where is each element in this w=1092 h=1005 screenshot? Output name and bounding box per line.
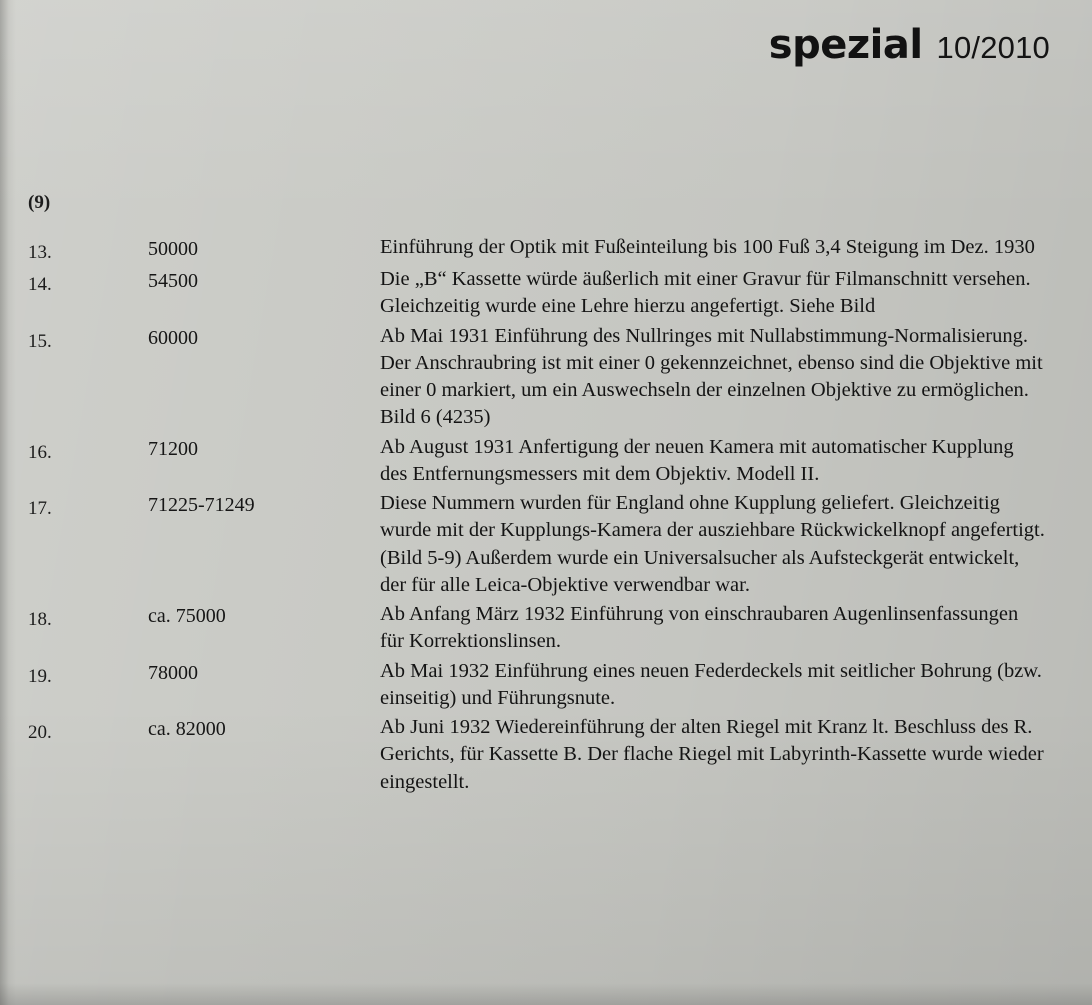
table-row (28, 266, 1060, 321)
row-description: Ab Anfang März 1932 Einführung von einschraubaren Augenlinsenfassungen für Korrektionslinsen. (380, 603, 1019, 653)
row-index: 16. (28, 441, 52, 463)
row-serial-number: 54500 (148, 270, 198, 292)
row-description: Diese Nummern wurden für England ohne Kupplung geliefert. Gleichzeitig wurde mit der Kupplungs-Kamera der ausziehbare Rückwickelknopf angefertigt. (Bild 5-9) Außerdem wurde ein Universalsucher als Aufsteckgerät entwickelt, der für alle Leica-Objektive verwendbar war. (380, 492, 1045, 596)
row-index: 13. (28, 242, 52, 263)
page-left-shadow (0, 0, 16, 1005)
table-row (28, 323, 1060, 432)
row-serial-number: ca. 75000 (148, 605, 226, 627)
row-index: 20. (28, 722, 52, 743)
row-index: 14. (28, 274, 52, 295)
row-description: Ab Juni 1932 Wiedereinführung der alten Riegel mit Kranz lt. Beschluss des R. Gerichts, für Kassette B. Der flache Riegel mit Labyrinth-Kassette wurde wieder eingestellt. (380, 716, 1044, 793)
issue-number: 10/2010 (936, 30, 1050, 65)
page-header (769, 22, 1050, 68)
row-serial-number: 50000 (148, 238, 198, 260)
row-description: Ab Mai 1932 Einführung eines neuen Federdeckels mit seitlicher Bohrung (bzw. einseitig) und Führungsnute. (380, 659, 1042, 709)
row-serial-number: 78000 (148, 661, 198, 684)
row-serial-number: 60000 (148, 326, 198, 349)
row-index: 15. (28, 330, 52, 352)
page-bottom-shadow (0, 983, 1092, 1005)
table-row (28, 234, 1060, 264)
row-serial-number: 71225-71249 (148, 494, 255, 516)
magazine-title: spezial (768, 22, 923, 68)
page-number-marker: (9) (28, 192, 51, 213)
table-row (28, 434, 1060, 489)
row-description: Einführung der Optik mit Fußeinteilung bis 100 Fuß 3,4 Steigung im Dez. 1930 (380, 236, 1035, 258)
row-index: 18. (28, 609, 52, 630)
row-description: Die „B“ Kassette würde äußerlich mit einer Gravur für Filmanschnitt versehen. Gleichzeitig wurde eine Lehre hierzu angefertigt. Siehe Bild (380, 268, 1031, 318)
row-index: 17. (28, 498, 52, 519)
row-index: 19. (28, 665, 52, 687)
table-row (28, 490, 1060, 599)
table-row (28, 714, 1060, 796)
table-row (28, 601, 1060, 656)
row-serial-number: ca. 82000 (148, 718, 226, 740)
row-description: Ab August 1931 Anfertigung der neuen Kamera mit automatischer Kupplung des Entfernungsmessers mit dem Objektiv. Modell II. (380, 435, 1014, 485)
row-description: Ab Mai 1931 Einführung des Nullringes mit Nullabstimmung-Normalisierung. Der Anschraubring ist mit einer 0 gekennzeichnet, ebenso sind die Objektive mit einer 0 markiert, um ein Auswechseln der einzelnen Objektive zu ermöglichen. Bild 6 (4235) (380, 324, 1043, 429)
table-row (28, 658, 1060, 713)
changes-table (28, 234, 1060, 798)
row-serial-number: 71200 (148, 437, 198, 460)
